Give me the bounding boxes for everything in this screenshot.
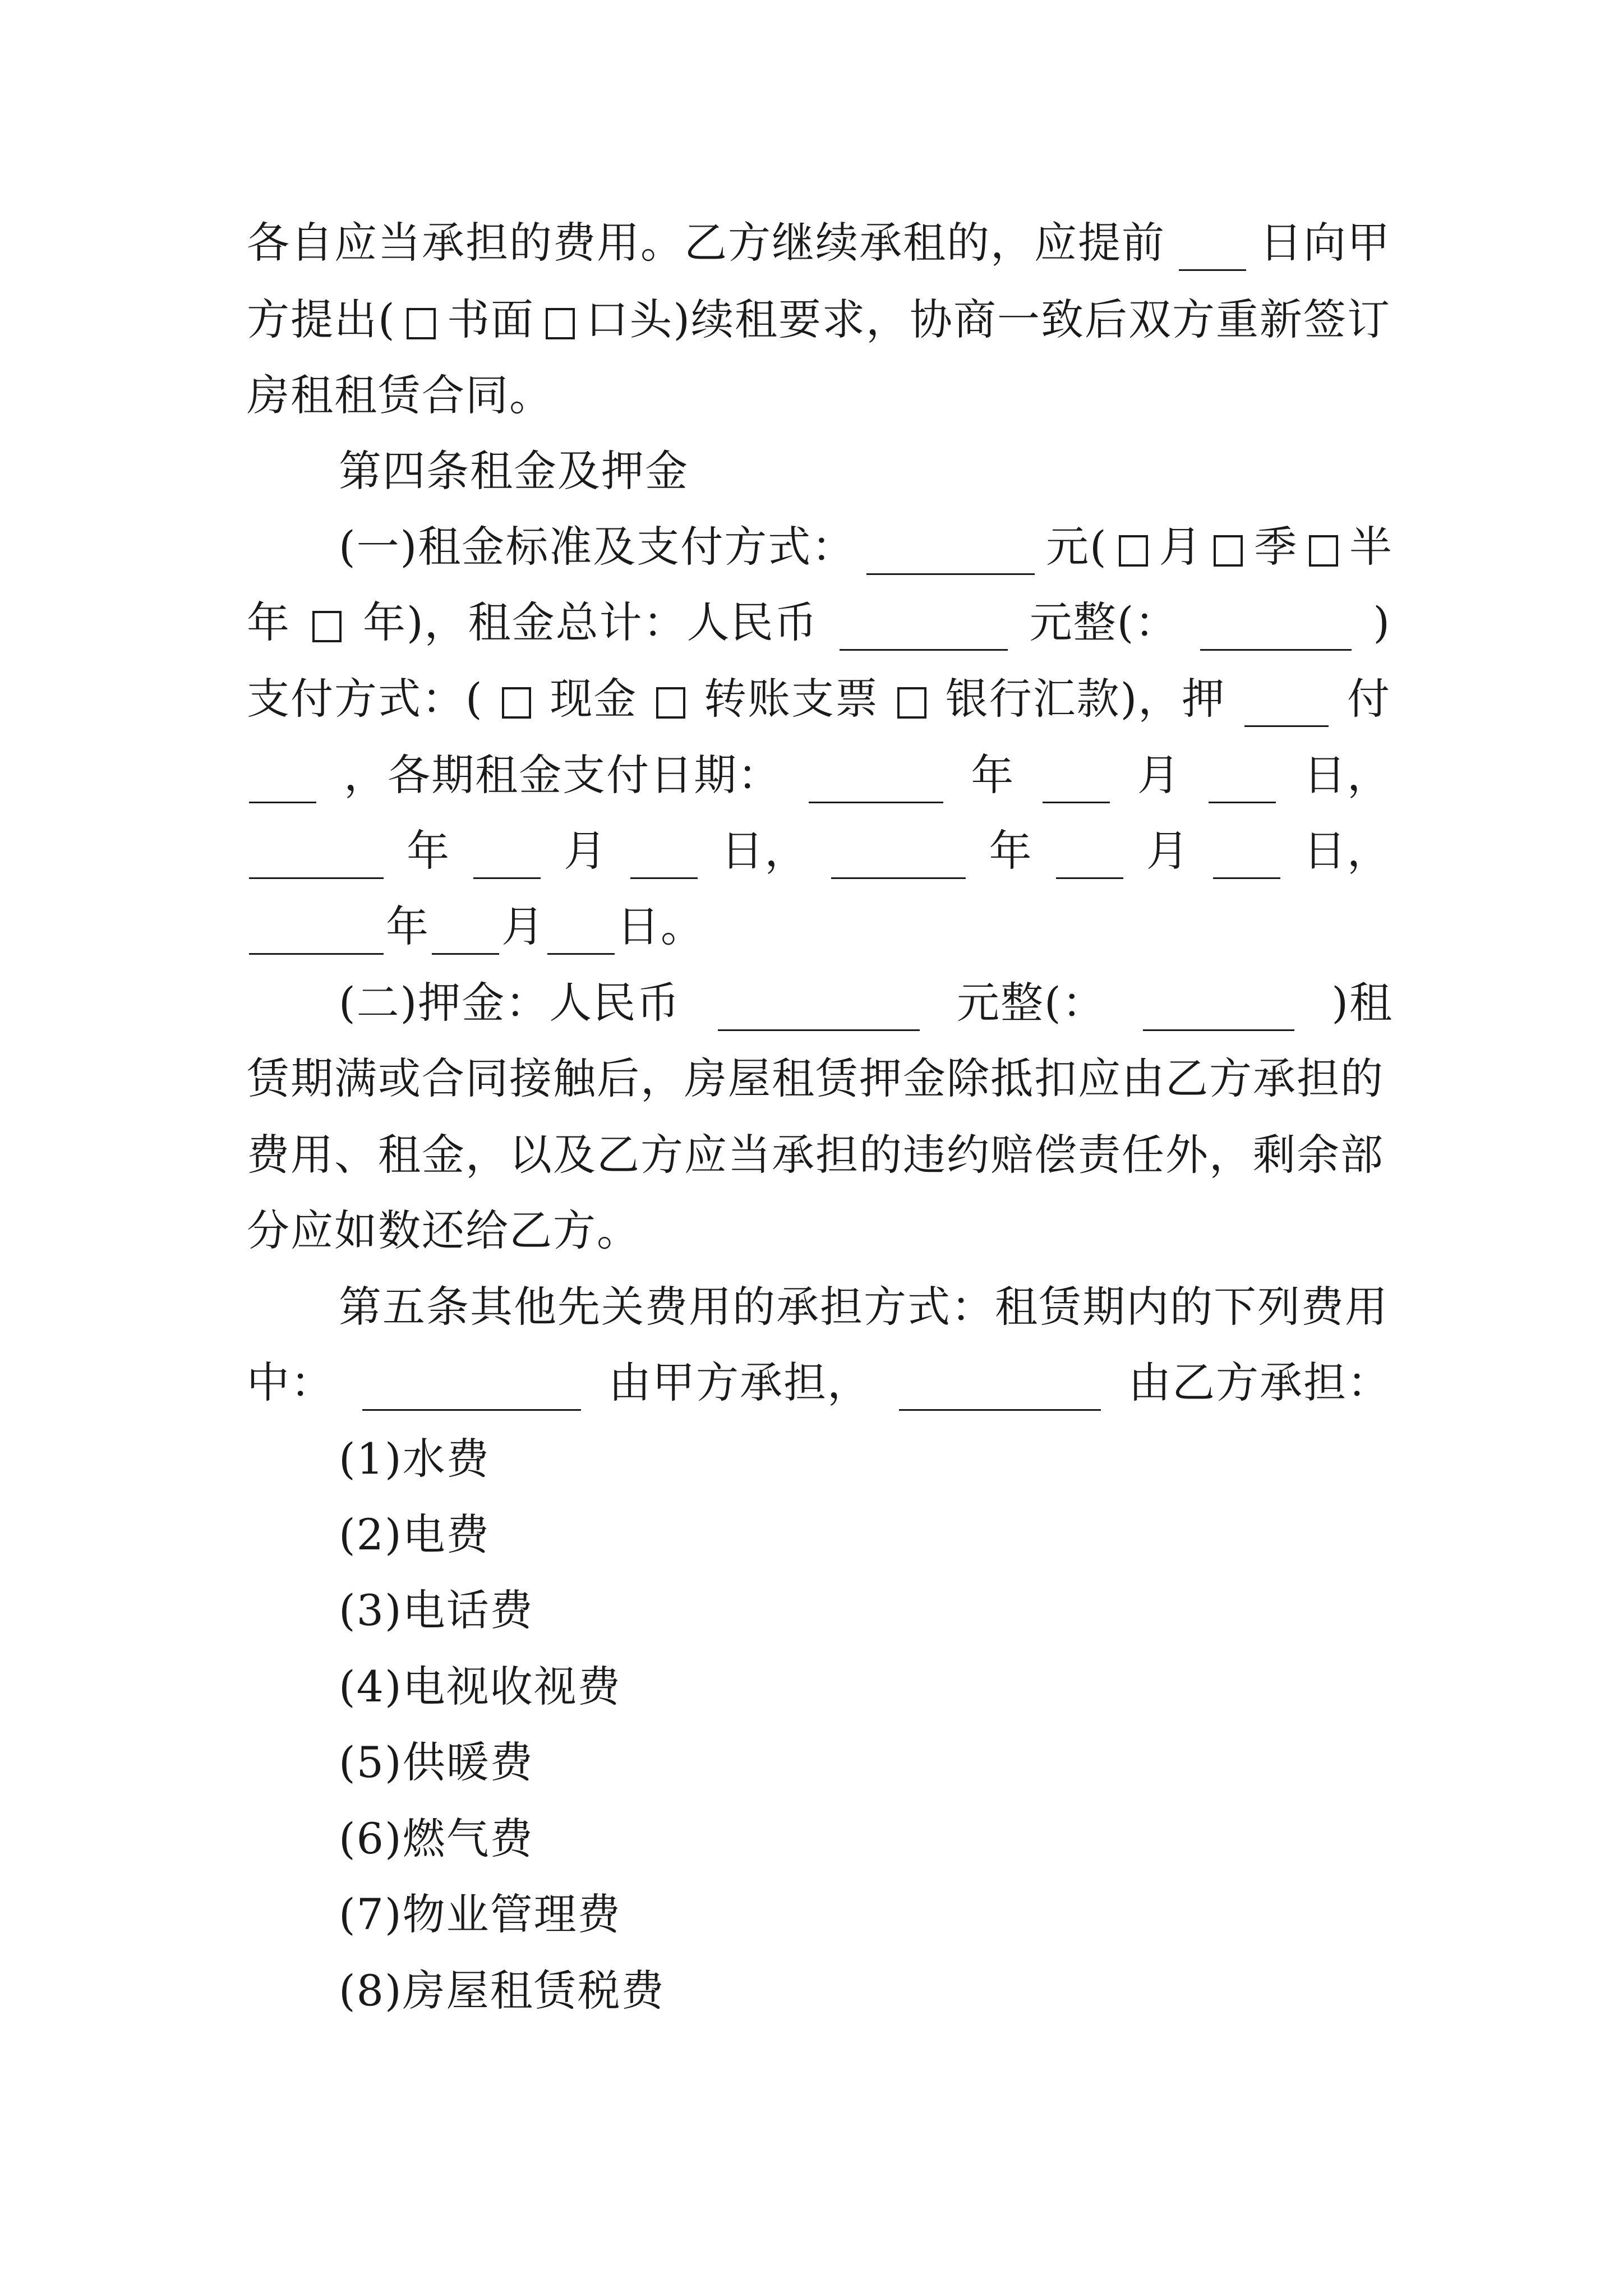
fill-in-blank[interactable]: [809, 762, 943, 803]
text-segment: 中：: [247, 1358, 334, 1407]
fill-in-blank[interactable]: [840, 610, 1008, 651]
text-segment: 第四条租金及押金: [339, 446, 689, 496]
fill-in-blank[interactable]: [1143, 990, 1294, 1031]
text-segment: (二)押金：人民币: [339, 978, 681, 1028]
text-line: [339, 975, 1393, 1031]
text-segment: 赁期满或合同接触后，房屋租赁押金除抵扣应由乙方承担的: [247, 1053, 1384, 1103]
text-segment: 月: [1146, 826, 1190, 876]
text-segment: 现金: [550, 674, 638, 724]
checkbox[interactable]: [546, 308, 575, 339]
text-segment: 年: [971, 750, 1015, 800]
text-line: [339, 1507, 1393, 1563]
text-line: [247, 747, 1391, 803]
text-segment: 由乙方承担：: [1128, 1358, 1391, 1407]
text-line: [339, 443, 1393, 499]
fill-in-blank[interactable]: [866, 534, 1035, 575]
fill-in-blank[interactable]: [249, 762, 316, 803]
text-segment: 第五条其他先关费用的承担方式：租赁期内的下列费用: [339, 1282, 1389, 1332]
text-segment: (8)房屋租赁税费: [339, 1966, 665, 2016]
fill-in-blank[interactable]: [1179, 230, 1246, 271]
checkbox[interactable]: [1309, 535, 1338, 567]
text-segment: 日。: [617, 901, 704, 951]
text-segment: 年: [247, 597, 291, 647]
text-segment: 转账支票: [703, 674, 879, 724]
text-line: [247, 671, 1391, 727]
fill-in-blank[interactable]: [1213, 838, 1280, 879]
fill-in-blank[interactable]: [831, 838, 966, 879]
checkbox[interactable]: [1119, 535, 1148, 567]
fill-in-blank[interactable]: [1209, 762, 1276, 803]
text-line: [339, 519, 1393, 575]
text-segment: 元整(：: [957, 978, 1106, 1028]
text-line: [247, 595, 1391, 651]
checkbox[interactable]: [312, 611, 342, 642]
text-segment: )租: [1331, 978, 1393, 1028]
text-segment: ，各期租金支付日期：: [344, 750, 782, 800]
fill-in-blank[interactable]: [432, 914, 499, 955]
text-segment: (3)电话费: [339, 1585, 534, 1635]
text-segment: 分应如数还给乙方。: [247, 1205, 640, 1255]
text-segment: (5)供暖费: [339, 1737, 534, 1787]
fill-in-blank[interactable]: [249, 838, 384, 879]
text-segment: 支付方式：(: [247, 674, 483, 724]
text-segment: ): [1373, 597, 1391, 647]
checkbox[interactable]: [656, 687, 685, 719]
text-segment: 月: [1159, 522, 1203, 572]
text-line: [339, 1279, 1393, 1335]
text-segment: 月: [1137, 750, 1181, 800]
text-segment: (2)电费: [339, 1510, 490, 1559]
text-segment: (7)物业管理费: [339, 1889, 621, 1939]
text-line: [247, 1355, 1391, 1411]
text-line: [247, 292, 1391, 348]
text-segment: 书面: [447, 295, 534, 344]
text-segment: 年: [386, 901, 430, 951]
text-line: [247, 367, 1391, 424]
fill-in-blank[interactable]: [1043, 762, 1110, 803]
fill-in-blank[interactable]: [473, 838, 541, 879]
text-line: [247, 823, 1391, 879]
text-segment: 方提出(: [247, 295, 396, 344]
checkbox[interactable]: [1214, 535, 1243, 567]
text-segment: 费用、租金，以及乙方应当承担的违约赔偿责任外，剩余部: [247, 1130, 1384, 1180]
text-segment: (1)水费: [339, 1434, 490, 1484]
text-line: [247, 1203, 1391, 1259]
text-segment: 日，: [1303, 826, 1391, 876]
text-line: [247, 1051, 1391, 1107]
text-segment: 各自应当承担的费用。乙方继续承租的，应提前: [247, 218, 1165, 268]
fill-in-blank[interactable]: [630, 838, 698, 879]
text-segment: 年: [989, 826, 1033, 876]
text-line: [339, 1963, 1393, 2019]
text-segment: (一)租金标准及支付方式：: [339, 522, 856, 572]
text-segment: 年: [407, 826, 451, 876]
text-segment: 月: [564, 826, 608, 876]
fill-in-blank[interactable]: [547, 914, 615, 955]
text-segment: 日，: [1303, 750, 1391, 800]
text-segment: 口头)续租要求，协商一致后双方重新签订: [585, 295, 1391, 344]
text-segment: 日向甲: [1260, 218, 1391, 268]
text-line: [339, 1734, 1393, 1791]
text-segment: 年)，租金总计：人民币: [363, 597, 818, 647]
fill-in-blank[interactable]: [1200, 610, 1352, 651]
fill-in-blank[interactable]: [718, 990, 920, 1031]
checkbox[interactable]: [502, 687, 531, 719]
text-line: [339, 1582, 1393, 1639]
text-line: [339, 1659, 1393, 1715]
text-line: [247, 1127, 1391, 1183]
text-line: [339, 1431, 1393, 1487]
text-line: [339, 1811, 1393, 1867]
text-segment: (6)燃气费: [339, 1814, 534, 1864]
checkbox[interactable]: [897, 687, 926, 719]
text-segment: 由甲方承担，: [608, 1358, 871, 1407]
text-segment: 元整(：: [1029, 597, 1179, 647]
text-segment: 银行汇款)，押: [945, 674, 1226, 724]
fill-in-blank[interactable]: [249, 914, 384, 955]
text-segment: (4)电视收视费: [339, 1662, 621, 1711]
text-segment: 月: [501, 901, 545, 951]
text-segment: 元(: [1046, 522, 1108, 572]
checkbox[interactable]: [407, 308, 436, 339]
text-line: [247, 215, 1391, 271]
fill-in-blank[interactable]: [1244, 686, 1329, 727]
text-segment: 季: [1254, 522, 1298, 572]
fill-in-blank[interactable]: [362, 1370, 581, 1411]
text-line: [247, 899, 1391, 955]
text-line: [339, 1887, 1393, 1943]
text-segment: 房租租赁合同。: [247, 370, 553, 420]
text-segment: 付: [1347, 674, 1391, 724]
fill-in-blank[interactable]: [899, 1370, 1101, 1411]
fill-in-blank[interactable]: [1056, 838, 1123, 879]
text-segment: 半: [1349, 522, 1393, 572]
text-segment: 日，: [721, 826, 809, 876]
